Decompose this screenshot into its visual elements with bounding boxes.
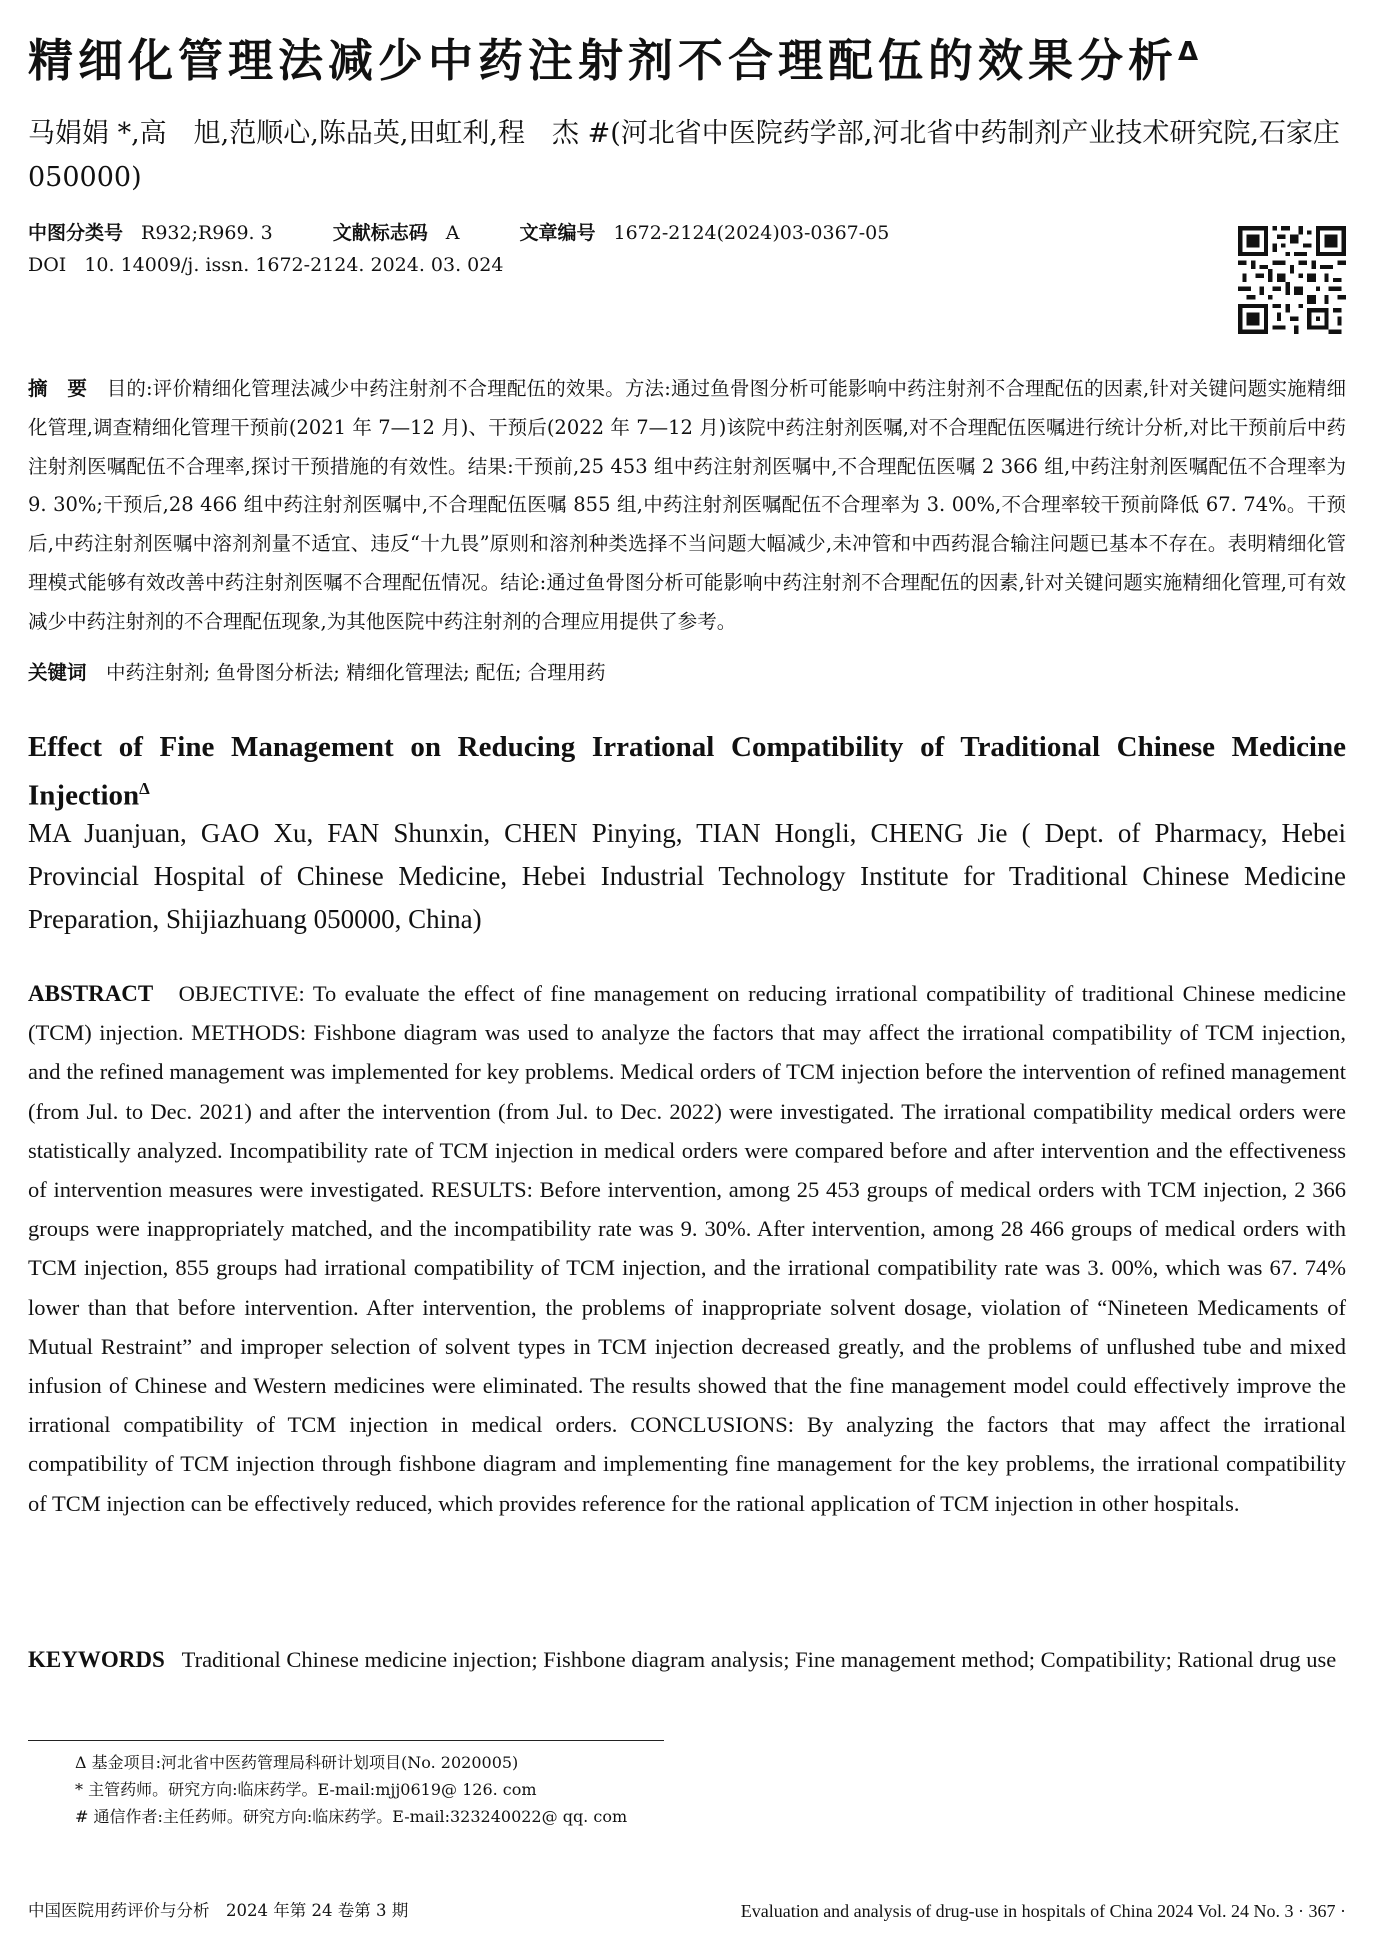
classification-line (28, 218, 1208, 248)
chinese-keywords-label: 关键词 (28, 661, 87, 684)
chinese-keywords-text: 中药注射剂; 鱼骨图分析法; 精细化管理法; 配伍; 合理用药 (106, 661, 606, 684)
english-title-text: Effect of Fine Management on Reducing Irrational Compatibility of Traditional Chinese Medicine Injection (28, 731, 1346, 812)
footnote-divider (28, 1740, 664, 1741)
english-keywords-text: Traditional Chinese medicine injection; Fishbone diagram analysis; Fine management method; Compatibility; Rational drug use (181, 1647, 1337, 1672)
footer-journal-chinese: 中国医院用药评价与分析 2024 年第 24 卷第 3 期 (28, 1901, 409, 1920)
chinese-abstract (28, 370, 1346, 642)
doc-code-label: 文献标志码 (332, 222, 428, 244)
chinese-keywords (28, 654, 1346, 692)
footnote-first-author: * 主管药师。研究方向:临床药学。E-mail:mjj0619@ 126. com (75, 1780, 537, 1799)
article-no-value: 1672-2124(2024)03-0367-05 (613, 222, 890, 244)
chinese-title-fund-mark: Δ (1178, 37, 1199, 67)
footer-journal-english: Evaluation and analysis of drug-use in hospitals of China 2024 Vol. 24 No. 3 · 367 · (740, 1901, 1346, 1921)
footnote-fund: Δ 基金项目:河北省中医药管理局科研计划项目(No. 2020005) (75, 1753, 519, 1772)
article-no-label: 文章编号 (519, 222, 596, 244)
page-footer (28, 1896, 1346, 1926)
english-title-fund-mark: Δ (139, 779, 150, 798)
clc-label: 中图分类号 (28, 222, 124, 244)
english-abstract-label: ABSTRACT (28, 981, 154, 1006)
doi-value: 10. 14009/j. issn. 1672-2124. 2024. 03. 024 (84, 254, 504, 276)
english-title (28, 726, 1346, 817)
doc-code-value: A (445, 222, 460, 244)
chinese-authors: 马娟娟 *,高 旭,范顺心,陈品英,田虹利,程 杰 #(河北省中医院药学部,河北省中药制剂产业技术研究院,石家庄 050000) (28, 118, 1367, 193)
qr-code-icon (1238, 226, 1346, 334)
english-keywords (28, 1640, 1346, 1679)
doi-label: DOI (28, 254, 67, 276)
english-keywords-label: KEYWORDS (28, 1647, 165, 1672)
doi-line (28, 250, 1208, 280)
chinese-abstract-label: 摘 要 (28, 377, 88, 400)
english-abstract (28, 974, 1346, 1523)
footnote-corresponding-author: # 通信作者:主任药师。研究方向:临床药学。E-mail:323240022@ qq. com (75, 1807, 628, 1826)
english-abstract-text: OBJECTIVE: To evaluate the effect of fine management on reducing irrational compatibility of traditional Chinese medicine (TCM) injection. METHODS: Fishbone diagram was used to analyze the factors that may affect the irrational compatibility of TCM injection, and the refined management was implemented for key problems. Medical orders of TCM injection before the intervention of refined management (from Jul. to Dec. 2021) and after the intervention (from Jul. to Dec. 2022) were investigated. The irrational compatibility medical orders were statistically analyzed. Incompatibility rate of TCM injection in medical orders were compared before and after intervention and the effectiveness of intervention measures were investigated. RESULTS: Before intervention, among 25 453 groups of medical orders with TCM injection, 2 366 groups were inappropriately matched, and the incompatibility rate was 9. 30%. After intervention, among 28 466 groups of medical orders with TCM injection, 855 groups had irrational compatibility of TCM injection, and the irrational compatibility rate was 3. 00%, which was 67. 74% lower than that before intervention. After intervention, the problems of inappropriate solvent dosage, violation of “Nineteen Medicaments of Mutual Restraint” and improper selection of solvent types in TCM injection decreased greatly, and the problems of unflushed tube and mixed infusion of Chinese and Western medicines were eliminated. The results showed that the fine management model could effectively improve the irrational compatibility of TCM injection in medical orders. CONCLUSIONS: By analyzing the factors that may affect the irrational compatibility of TCM injection through fishbone diagram and implementing fine management for the key problems, the irrational compatibility of TCM injection can be effectively reduced, which provides reference for the rational application of TCM injection in other hospitals. (28, 981, 1346, 1516)
chinese-abstract-text: 目的:评价精细化管理法减少中药注射剂不合理配伍的效果。方法:通过鱼骨图分析可能影响中药注射剂不合理配伍的因素,针对关键问题实施精细化管理,调查精细化管理干预前(2021 年 7—12 月)、干预后(2022 年 7—12 月)该院中药注射剂医嘱,对不合理配伍医嘱进行统计分析,对比干预前后中药注射剂医嘱配伍不合理率,探讨干预措施的有效性。结果:干预前,25 453 组中药注射剂医嘱中,不合理配伍医嘱 2 366 组,中药注射剂医嘱配伍不合理率为 9. 30%;干预后,28 466 组中药注射剂医嘱中,不合理配伍医嘱 855 组,中药注射剂医嘱配伍不合理率为 3. 00%,不合理率较干预前降低 67. 74%。干预后,中药注射剂医嘱中溶剂剂量不适宜、违反“十九畏”原则和溶剂种类选择不当问题大幅减少,未冲管和中西药混合输注问题已基本不存在。表明精细化管理模式能够有效改善中药注射剂医嘱不合理配伍情况。结论:通过鱼骨图分析可能影响中药注射剂不合理配伍的因素,针对关键问题实施精细化管理,可有效减少中药注射剂的不合理配伍现象,为其他医院中药注射剂的合理应用提供了参考。 (28, 377, 1346, 633)
english-authors: MA Juanjuan, GAO Xu, FAN Shunxin, CHEN Pinying, TIAN Hongli, CHENG Jie ( Dept. of Pharmacy, Hebei Provincial Hospital of Chinese Medicine, Hebei Industrial Technology Institute for Traditional Chinese Medicine Preparation, Shijiazhuang 050000, China) (28, 818, 1346, 934)
chinese-title (28, 22, 1348, 91)
chinese-title-text: 精细化管理法减少中药注射剂不合理配伍的效果分析 (28, 34, 1179, 87)
clc-value: R932;R969. 3 (141, 222, 273, 244)
